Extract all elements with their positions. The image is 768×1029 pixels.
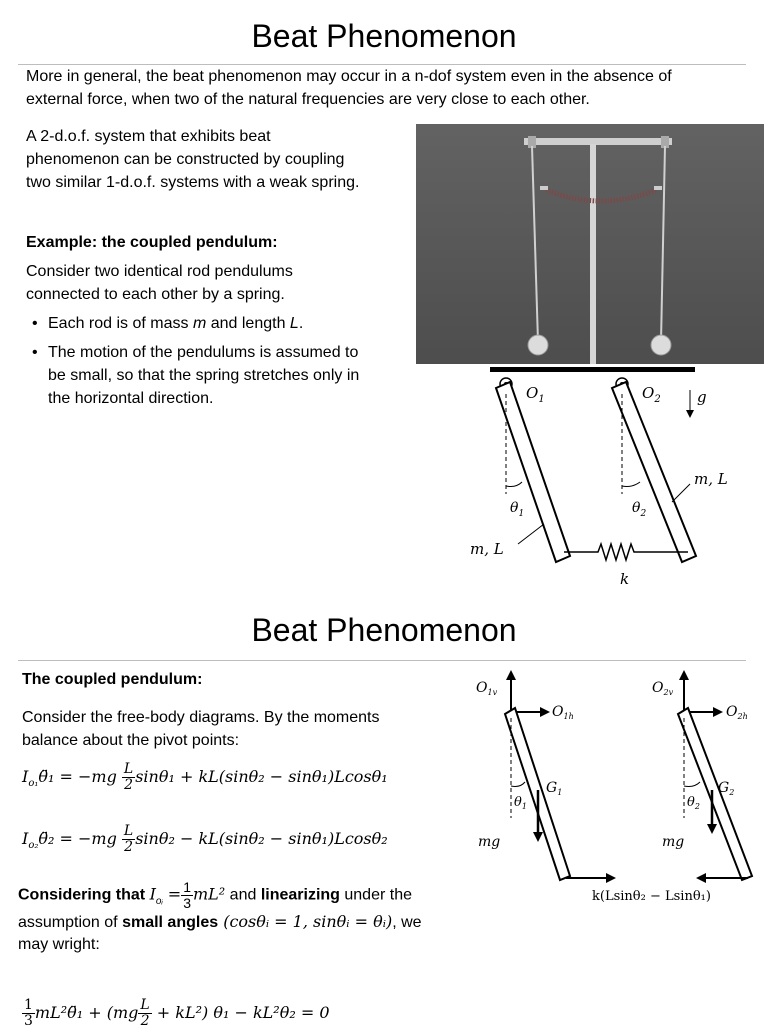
o2v-arrow-icon (679, 670, 689, 680)
o1h-arrow-icon (540, 707, 550, 717)
slide2-condition-line-2 (18, 910, 468, 934)
label-mL-right: m, L (694, 470, 728, 488)
final-fraction-1: $\frac{1}{3}$ (24, 997, 33, 1029)
slide1-paragraph-1 (26, 125, 411, 194)
ceiling-support (490, 367, 695, 372)
slide2-title-rule (18, 660, 746, 661)
label-o2h: $O_{2h}$ (726, 704, 748, 721)
rod-2 (612, 382, 696, 562)
weight-arrow-2-icon (707, 824, 717, 834)
fbd-rod-2 (678, 708, 752, 880)
cond-linearizing: linearizing (260, 886, 340, 904)
slide2-title: Beat Phenomenon (251, 612, 517, 648)
para1-line-2: phenomenon can be constructed by coupling (26, 151, 345, 168)
slide2-para-line-1: Consider the free-body diagrams. By the moments (22, 709, 380, 726)
cond2-pre: assumption of (18, 914, 123, 931)
free-body-diagrams (470, 668, 766, 914)
label-g2: $G_2$ (718, 780, 735, 797)
para2-line-1: Consider two identical rod pendulums (26, 263, 293, 280)
equation-moment-2 (22, 824, 388, 856)
o1v-arrow-icon (506, 670, 516, 680)
spring-k (564, 544, 688, 560)
spring-force-arrow-2-icon (696, 873, 706, 883)
slide2-heading: The coupled pendulum: (22, 671, 203, 688)
bullet1-text-c: . (298, 315, 304, 332)
slide2-condition-line-3: may wright: (18, 936, 100, 953)
intro-line-2: external force, when two of the natural frequencies are very close to each other. (26, 91, 590, 108)
slide2-condition-line-1 (18, 880, 468, 913)
equation-linearized-1 (22, 998, 330, 1029)
bullet2-line-3: the horizontal direction. (48, 390, 214, 407)
bullet1-text-b: and length (206, 315, 290, 332)
para1-line-1: A 2-d.o.f. system that exhibits beat (26, 128, 271, 145)
slide1-bullet-list (26, 312, 416, 416)
cond2-small-angles: small angles (122, 914, 219, 931)
eq2-fraction: $\frac{L}{2}$ (123, 823, 134, 855)
spring-force-arrow-1-icon (606, 873, 616, 883)
intro-line-1: More in general, the beat phenomenon may occur in a n-dof system even in the absence of (26, 68, 672, 85)
gravity-arrow-icon (686, 410, 694, 418)
cond-mL: mL² (193, 884, 226, 904)
cond2-math: (cosθᵢ = 1, sinθᵢ = θᵢ) (218, 912, 393, 931)
final-eq-a: mL²θ̈₁ + (mg (34, 1003, 139, 1022)
eq2-I-sub: o₂ (28, 840, 39, 852)
coupled-pendulum-diagram (460, 366, 760, 596)
o2h-arrow-icon (713, 707, 723, 717)
pendulum-photo-drawing (416, 124, 764, 364)
para1-line-3: two similar 1-d.o.f. systems with a weak spring. (26, 174, 360, 191)
bullet1-L: L (289, 315, 299, 332)
bullet2-line-2: be small, so that the spring stretches only in (48, 367, 360, 384)
label-o1v: $O_{1v}$ (476, 680, 498, 697)
final-fraction-2: $\frac{L}{2}$ (140, 997, 150, 1029)
eq1-rhs: sinθ₁ + kL(sinθ₂ − sinθ₁)Lcosθ₁ (135, 767, 388, 786)
slide1-paragraph-2 (26, 260, 411, 306)
label-mg-left: mg (478, 834, 501, 850)
label-o2: $O_2$ (642, 384, 661, 405)
equation-moment-1 (22, 762, 388, 794)
eq1-I-sub: o₁ (28, 778, 39, 790)
eq1-fraction: $\frac{L}{2}$ (123, 761, 134, 793)
bullet-item-1 (26, 312, 416, 335)
slide1-intro (26, 65, 756, 111)
cond2-post: , we (392, 914, 422, 931)
label-mg-right: mg (662, 834, 685, 850)
para2-line-2: connected to each other by a spring. (26, 286, 285, 303)
bullet1-m: m (192, 315, 207, 332)
slide1-title: Beat Phenomenon (251, 18, 517, 54)
label-fbd-theta2: $\theta_2$ (687, 795, 700, 811)
label-o1: $O_1$ (526, 384, 545, 405)
label-o1h: $O_{1h}$ (552, 704, 574, 721)
eq2-rhs: sinθ₂ − kL(sinθ₂ − sinθ₁)Lcosθ₂ (135, 829, 388, 848)
slide2-paragraph (22, 706, 452, 752)
label-fbd-theta1: $\theta_1$ (514, 795, 527, 811)
cond-I: I (149, 884, 156, 904)
rod-1 (496, 382, 570, 562)
bullet-item-2 (26, 341, 416, 410)
label-theta2: $\theta_2$ (632, 500, 647, 519)
cond-fraction: $\frac{1}{3}$ (183, 879, 191, 911)
eq1-I: I (22, 767, 29, 786)
bullet2-line-1: The motion of the pendulums is assumed to (48, 344, 359, 361)
cond-and: and (225, 886, 261, 904)
final-eq-b: + kL²) θ₁ − kL²θ₂ = 0 (151, 1003, 330, 1022)
cond-pre: Considering that (18, 886, 150, 904)
label-mL-left: m, L (470, 540, 504, 558)
label-g: g (697, 388, 707, 406)
eq1-lhs: θ̈₁ = −mg (38, 767, 117, 786)
eq2-I: I (22, 829, 29, 848)
coupled-pendulum-photo (416, 124, 764, 364)
bullet-dot-icon: • (32, 315, 38, 332)
bullet1-text-a: Each rod is of mass (48, 315, 193, 332)
label-g1: $G_1$ (546, 780, 563, 797)
slide2-para-line-2: balance about the pivot points: (22, 732, 240, 749)
eq2-lhs: θ̈₂ = −mg (38, 829, 117, 848)
cond-I-sub: oᵢ (155, 895, 163, 907)
label-theta1: $\theta_1$ (510, 500, 525, 519)
cond-equals: = (162, 884, 182, 904)
cond-under: under the (339, 886, 412, 904)
bullet-dot-icon: • (32, 344, 38, 361)
label-o2v: $O_{2v}$ (652, 680, 674, 697)
label-spring-force: k(Lsinθ₂ − Lsinθ₁) (592, 889, 711, 904)
label-k: k (620, 570, 630, 588)
weight-arrow-1-icon (533, 832, 543, 842)
example-heading: Example: the coupled pendulum: (26, 234, 278, 251)
